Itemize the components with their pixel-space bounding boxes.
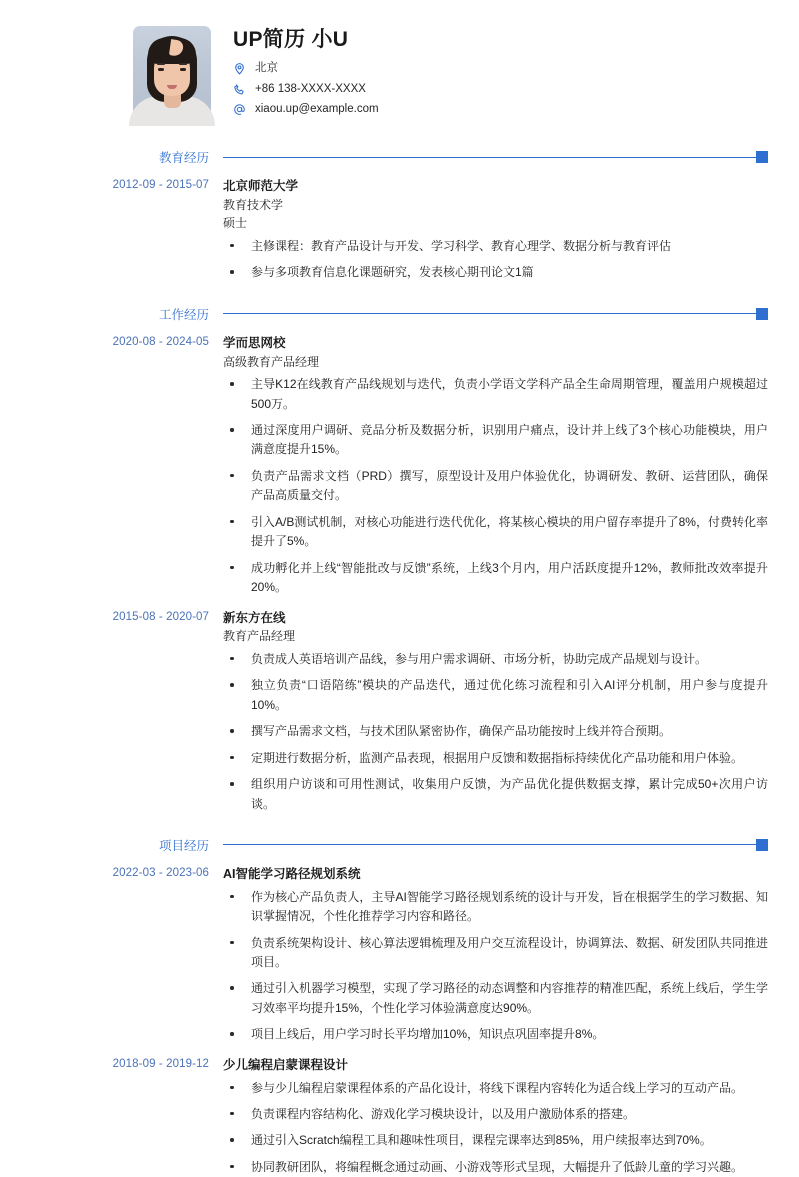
entry-date: 2022-03 - 2023-06 bbox=[0, 865, 209, 879]
section-divider-line bbox=[223, 157, 756, 158]
entry-body bbox=[223, 334, 768, 598]
section-header-label: 教育经历 bbox=[0, 148, 209, 166]
bullet-marker-icon bbox=[230, 566, 234, 570]
bullet-marker-icon bbox=[230, 428, 234, 432]
profile-photo bbox=[133, 26, 211, 126]
bullet-text: 负责成人英语培训产品线，参与用户需求调研、市场分析，协助完成产品规划与设计。 bbox=[251, 652, 707, 666]
bullet-item bbox=[223, 559, 768, 598]
section-header-label: 工作经历 bbox=[0, 305, 209, 323]
resume-entry bbox=[0, 609, 799, 814]
entry-subtitle: 高级教育产品经理 bbox=[223, 353, 768, 372]
entry-body bbox=[223, 177, 768, 283]
entry-date: 2012-09 - 2015-07 bbox=[0, 177, 209, 191]
bullet-marker-icon bbox=[230, 683, 234, 687]
section-end-square bbox=[756, 839, 768, 851]
bullet-item bbox=[223, 1079, 768, 1098]
entry-title: 北京师范大学 bbox=[223, 177, 768, 196]
section-end-square bbox=[756, 308, 768, 320]
resume-sections bbox=[0, 148, 799, 1177]
section-divider-line bbox=[223, 844, 756, 845]
bullet-marker-icon bbox=[230, 270, 234, 274]
bullet-marker-icon bbox=[230, 729, 234, 733]
bullet-marker-icon bbox=[230, 520, 234, 524]
bullet-text: 参与多项教育信息化课题研究，发表核心期刊论文1篇 bbox=[251, 265, 534, 279]
bullet-text: 通过引入机器学习模型，实现了学习路径的动态调整和内容推荐的精准匹配，系统上线后，学生学习效率平均提升15%，个性化学习体验满意度达90%。 bbox=[251, 981, 768, 1014]
bullet-item bbox=[223, 1105, 768, 1124]
section-header bbox=[0, 305, 799, 323]
section-end-square bbox=[756, 151, 768, 163]
bullet-item bbox=[223, 722, 768, 741]
bullet-marker-icon bbox=[230, 382, 234, 386]
bullet-item bbox=[223, 979, 768, 1018]
bullet-text: 作为核心产品负责人，主导AI智能学习路径规划系统的设计与开发，旨在根据学生的学习数据、知识掌握情况，个性化推荐学习内容和路径。 bbox=[251, 890, 768, 923]
email-at-icon bbox=[233, 103, 248, 117]
entry-title: 新东方在线 bbox=[223, 609, 768, 628]
contact-email-value: xiaou.up@example.com bbox=[255, 102, 379, 118]
bullet-item bbox=[223, 421, 768, 460]
bullet-text: 负责产品需求文档（PRD）撰写，原型设计及用户体验优化，协调研发、教研、运营团队，确保产品高质量交付。 bbox=[251, 469, 768, 502]
bullet-marker-icon bbox=[230, 756, 234, 760]
bullet-marker-icon bbox=[230, 986, 234, 990]
bullet-marker-icon bbox=[230, 1165, 234, 1169]
identity-block bbox=[211, 26, 379, 123]
bullet-text: 协同教研团队，将编程概念通过动画、小游戏等形式呈现，大幅提升了低龄儿童的学习兴趣。 bbox=[251, 1160, 743, 1174]
location-pin-icon bbox=[233, 62, 248, 76]
bullet-marker-icon bbox=[230, 1112, 234, 1116]
entry-subtitle: 教育产品经理 bbox=[223, 627, 768, 646]
bullet-marker-icon bbox=[230, 895, 234, 899]
resume-entry bbox=[0, 865, 799, 1045]
page-title: UP简历 小U bbox=[233, 28, 379, 51]
bullet-marker-icon bbox=[230, 1138, 234, 1142]
bullet-item bbox=[223, 749, 768, 768]
bullet-text: 主导K12在线教育产品线规划与迭代，负责小学语文学科产品全生命周期管理，覆盖用户规模超过500万。 bbox=[251, 377, 768, 410]
entry-title: AI智能学习路径规划系统 bbox=[223, 865, 768, 884]
bullet-item bbox=[223, 237, 768, 256]
entry-title: 少儿编程启蒙课程设计 bbox=[223, 1056, 768, 1075]
bullet-text: 独立负责“口语陪练”模块的产品迭代，通过优化练习流程和引入AI评分机制，用户参与度提升10%。 bbox=[251, 678, 768, 711]
bullet-item bbox=[223, 467, 768, 506]
bullet-text: 通过引入Scratch编程工具和趣味性项目，课程完课率达到85%，用户续报率达到70%。 bbox=[251, 1133, 712, 1147]
bullet-text: 定期进行数据分析，监测产品表现，根据用户反馈和数据指标持续优化产品功能和用户体验。 bbox=[251, 751, 743, 765]
bullet-item bbox=[223, 676, 768, 715]
phone-icon bbox=[233, 82, 248, 96]
bullet-marker-icon bbox=[230, 244, 234, 248]
bullet-text: 项目上线后，用户学习时长平均增加10%，知识点巩固率提升8%。 bbox=[251, 1027, 604, 1041]
entry-bullet-list bbox=[223, 650, 768, 814]
entry-body bbox=[223, 865, 768, 1045]
contact-location bbox=[233, 61, 379, 77]
bullet-marker-icon bbox=[230, 782, 234, 786]
entry-date: 2015-08 - 2020-07 bbox=[0, 609, 209, 623]
bullet-marker-icon bbox=[230, 474, 234, 478]
resume-entry bbox=[0, 334, 799, 598]
bullet-item bbox=[223, 650, 768, 669]
section-rule-wrap bbox=[223, 151, 768, 163]
bullet-item bbox=[223, 1025, 768, 1044]
bullet-marker-icon bbox=[230, 1086, 234, 1090]
bullet-item bbox=[223, 775, 768, 814]
resume-entry bbox=[0, 177, 799, 283]
bullet-item bbox=[223, 934, 768, 973]
entry-body bbox=[223, 1056, 768, 1177]
bullet-text: 通过深度用户调研、竞品分析及数据分析，识别用户痛点，设计并上线了3个核心功能模块，用户满意度提升15%。 bbox=[251, 423, 768, 456]
entry-degree: 硕士 bbox=[223, 214, 768, 233]
entry-bullet-list bbox=[223, 237, 768, 283]
bullet-item bbox=[223, 513, 768, 552]
resume-entry bbox=[0, 1056, 799, 1177]
bullet-text: 引入A/B测试机制，对核心功能进行迭代优化，将某核心模块的用户留存率提升了8%，付费转化率提升了5%。 bbox=[251, 515, 768, 548]
resume-header bbox=[0, 0, 799, 126]
bullet-text: 负责系统架构设计、核心算法逻辑梳理及用户交互流程设计，协调算法、数据、研发团队共同推进项目。 bbox=[251, 936, 768, 969]
entry-date: 2020-08 - 2024-05 bbox=[0, 334, 209, 348]
entry-title: 学而思网校 bbox=[223, 334, 768, 353]
contact-location-value: 北京 bbox=[255, 61, 278, 77]
section-header-label: 项目经历 bbox=[0, 836, 209, 854]
entry-body bbox=[223, 609, 768, 814]
contact-phone-value: +86 138-XXXX-XXXX bbox=[255, 82, 366, 98]
entry-date: 2018-09 - 2019-12 bbox=[0, 1056, 209, 1070]
bullet-marker-icon bbox=[230, 657, 234, 661]
section-header bbox=[0, 836, 799, 854]
bullet-text: 成功孵化并上线“智能批改与反馈”系统，上线3个月内，用户活跃度提升12%，教师批改效率提升20%。 bbox=[251, 561, 768, 594]
bullet-item bbox=[223, 1158, 768, 1177]
entry-bullet-list bbox=[223, 375, 768, 597]
bullet-marker-icon bbox=[230, 941, 234, 945]
bullet-item bbox=[223, 888, 768, 927]
entry-bullet-list bbox=[223, 888, 768, 1045]
bullet-text: 参与少儿编程启蒙课程体系的产品化设计，将线下课程内容转化为适合线上学习的互动产品。 bbox=[251, 1081, 743, 1095]
bullet-marker-icon bbox=[230, 1032, 234, 1036]
section-rule-wrap bbox=[223, 839, 768, 851]
contact-email bbox=[233, 102, 379, 118]
bullet-text: 组织用户访谈和可用性测试，收集用户反馈，为产品优化提供数据支撑，累计完成50+次用户访谈。 bbox=[251, 777, 768, 810]
bullet-item bbox=[223, 263, 768, 282]
section-divider-line bbox=[223, 313, 756, 314]
bullet-item bbox=[223, 375, 768, 414]
entry-subtitle: 教育技术学 bbox=[223, 196, 768, 215]
bullet-item bbox=[223, 1131, 768, 1150]
bullet-text: 负责课程内容结构化、游戏化学习模块设计，以及用户激励体系的搭建。 bbox=[251, 1107, 635, 1121]
section-rule-wrap bbox=[223, 308, 768, 320]
contact-phone bbox=[233, 82, 379, 98]
bullet-text: 主修课程：教育产品设计与开发、学习科学、教育心理学、数据分析与教育评估 bbox=[251, 239, 671, 253]
bullet-text: 撰写产品需求文档，与技术团队紧密协作，确保产品功能按时上线并符合预期。 bbox=[251, 724, 671, 738]
section-header bbox=[0, 148, 799, 166]
entry-bullet-list bbox=[223, 1079, 768, 1177]
